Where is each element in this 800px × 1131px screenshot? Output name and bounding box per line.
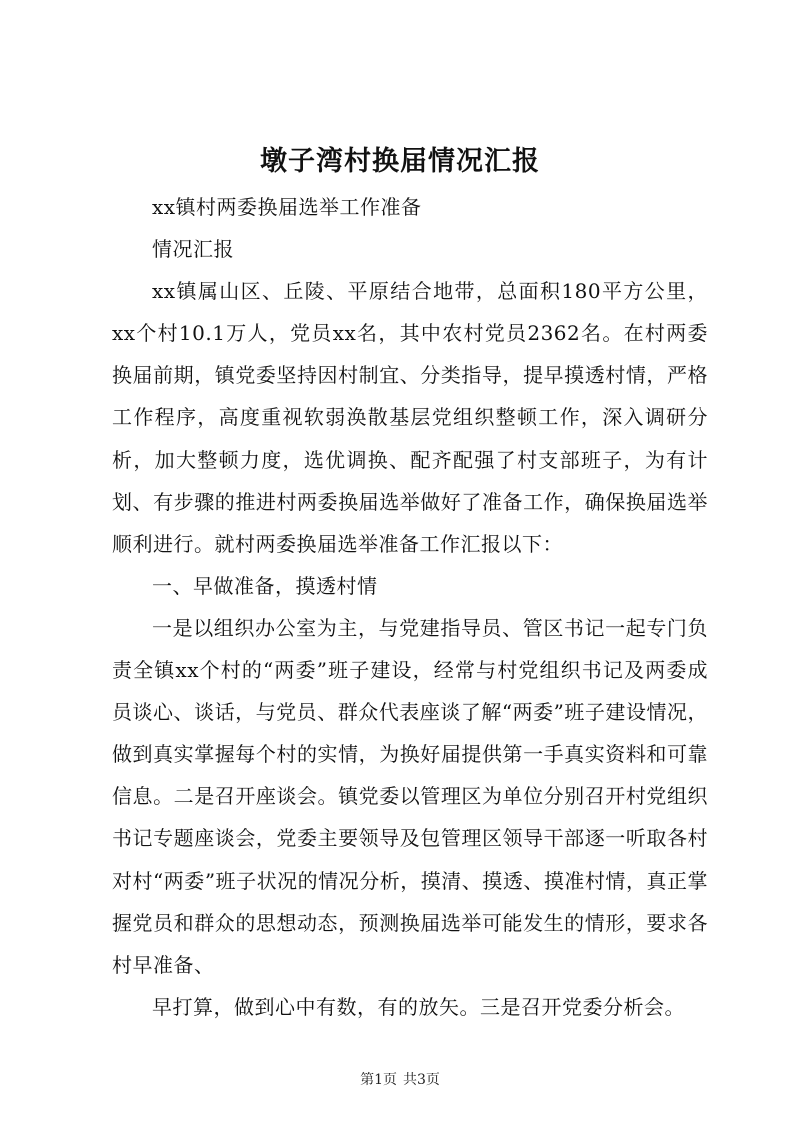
paragraph-subtitle-line1: xx镇村两委换届选举工作准备 <box>152 195 422 219</box>
page-footer <box>0 1070 800 1090</box>
section-heading-1: 一、早做准备，摸透村情 <box>152 573 378 598</box>
paragraph-subtitle-line2: 情况汇报 <box>152 237 234 262</box>
page-number-total: 共3页 <box>403 1072 440 1088</box>
paragraph-overview: xx镇属山区、丘陵、平原结合地带，总面积180平方公里，xx个村10.1万人，党员xx名，其中农村党员2362名。在村两委换届前期，镇党委坚持因村制宜、分类指导，提早摸透村情，严格工作程序，高度重视软弱涣散基层党组织整顿工作，深入调研分析，加大整顿力度，选优调换、配齐配强了村支部班子，为有计划、有步骤的推进村两委换届选举做好了准备工作，确保换届选举顺利进行。就村两委换届选举准备工作汇报以下： <box>112 279 708 556</box>
paragraph-continuation: 早打算，做到心中有数，有的放矢。三是召开党委分析会。 <box>152 994 685 1019</box>
document-title: 墩子湾村换届情况汇报 <box>260 146 540 177</box>
paragraph-section-1-body: 一是以组织办公室为主，与党建指导员、管区书记一起专门负责全镇xx个村的“两委”班子建设，经常与村党组织书记及两委成员谈心、谈话，与党员、群众代表座谈了解“两委”班子建设情况，做到真实掌握每个村的实情，为换好届提供第一手真实资料和可靠信息。二是召开座谈会。镇党委以管理区为单位分别召开村党组织书记专题座谈会，党委主要领导及包管理区领导干部逐一听取各村对村“两委”班子状况的情况分析，摸清、摸透、摸准村情，真正掌握党员和群众的思想动态，预测换届选举可能发生的情形，要求各村早准备、 <box>112 615 708 977</box>
page-number-current: 第1页 <box>360 1072 397 1088</box>
document-body <box>112 186 708 1028</box>
